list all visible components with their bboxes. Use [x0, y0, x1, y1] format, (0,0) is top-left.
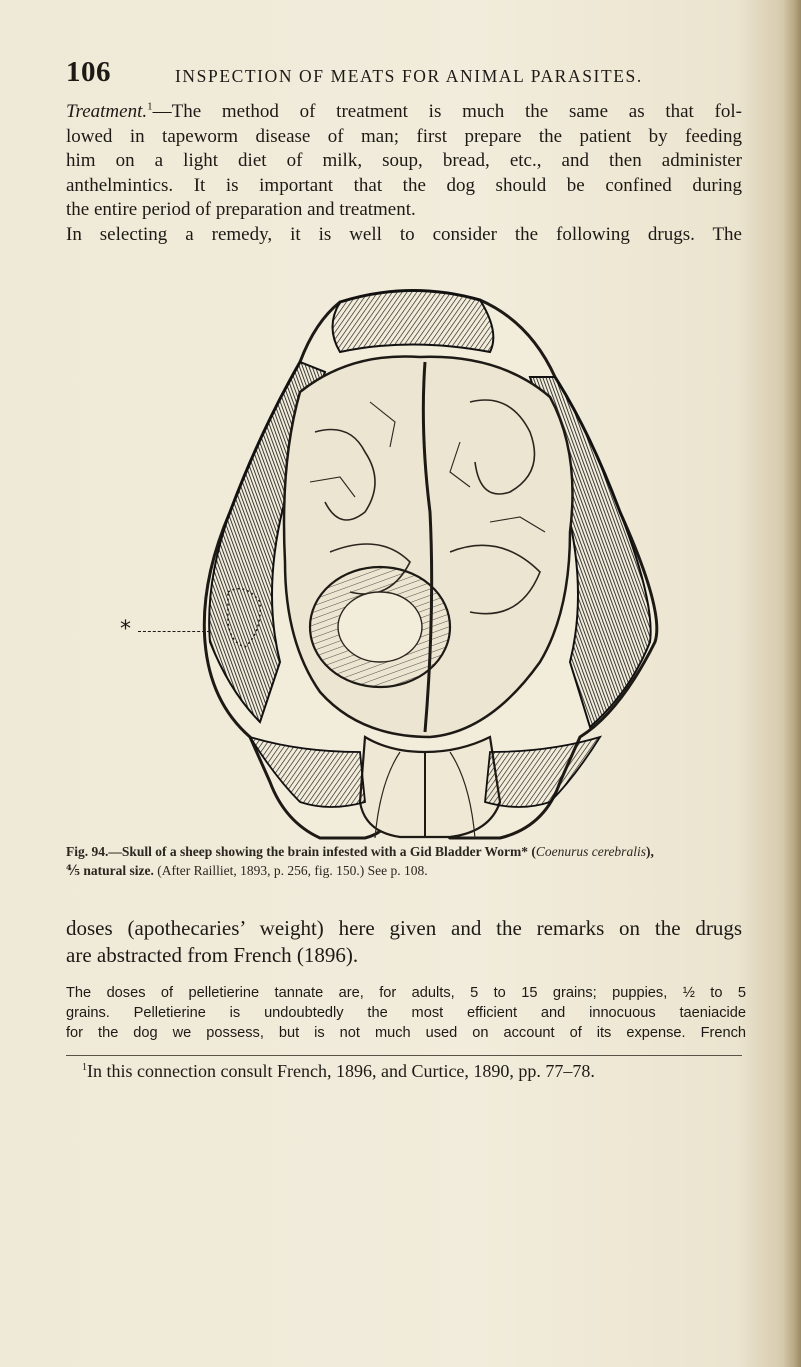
paragraph-line: for the dog we possess, but is not much used on account of its expense. French: [66, 1025, 746, 1041]
paragraph-line: are abstracted from French (1896).: [66, 943, 359, 967]
footnote-reference: 1: [147, 100, 153, 113]
caption-line: ⅘ natural size. (After Railliet, 1893, p. 256, fig. 150.) See p. 108.: [66, 863, 428, 878]
running-head: INSPECTION OF MEATS FOR ANIMAL PARASITES.: [175, 66, 643, 86]
paragraph-pelletierine: [66, 983, 746, 1043]
species-name: Coenurus cerebralis: [535, 844, 646, 859]
paragraph-line: Treatment.$^1$—The method of treatment is much the same as that fol-: [66, 100, 742, 122]
paragraph-line: anthelmintics. It is important that the dog should be confined during: [66, 174, 742, 196]
figure-marker-asterisk: *: [120, 617, 131, 642]
page-edge-shadow: [783, 0, 801, 1367]
figure-label: Fig. 94.: [66, 844, 109, 859]
figure-sheep-skull: [120, 282, 670, 840]
footnote-divider: [66, 1055, 742, 1056]
section-lead: Treatment.: [66, 101, 148, 122]
footnote-mark: 1: [82, 1062, 87, 1073]
paragraph-line: lowed in tapeworm disease of man; first prepare the patient by feeding: [66, 125, 742, 147]
caption-line: Fig. 94.—Skull of a sheep showing the brain infested with a Gid Bladder Worm* (Coenurus cerebralis),: [66, 844, 654, 859]
page-header: [66, 56, 726, 96]
scale-fraction: ⅘: [66, 863, 80, 878]
figure-marker-leader: [138, 631, 210, 632]
page-number: 106: [66, 56, 111, 88]
paragraph-line: the entire period of preparation and treatment.: [66, 199, 416, 221]
paragraph-line: The doses of pelletierine tannate are, for adults, 5 to 15 grains; puppies, ½ to 5: [66, 985, 746, 1001]
footnote-text: In this connection consult French, 1896, and Curtice, 1890, pp. 77–78.: [87, 1061, 595, 1081]
paragraph-line: doses (apothecaries’ weight) here given and the remarks on the drugs: [66, 916, 742, 940]
paragraph-doses-intro: [66, 915, 742, 969]
paragraph-line: In selecting a remedy, it is well to consider the following drugs. The: [66, 223, 742, 245]
sheep-skull-engraving: [150, 282, 670, 840]
paragraph-treatment: [66, 100, 742, 248]
footnote: [82, 1060, 742, 1082]
paragraph-line: him on a light diet of milk, soup, bread, etc., and then administer: [66, 150, 742, 172]
paragraph-line: grains. Pelletierine is undoubtedly the most efficient and innocuous taeniacide: [66, 1005, 746, 1021]
figure-caption: [66, 842, 746, 880]
